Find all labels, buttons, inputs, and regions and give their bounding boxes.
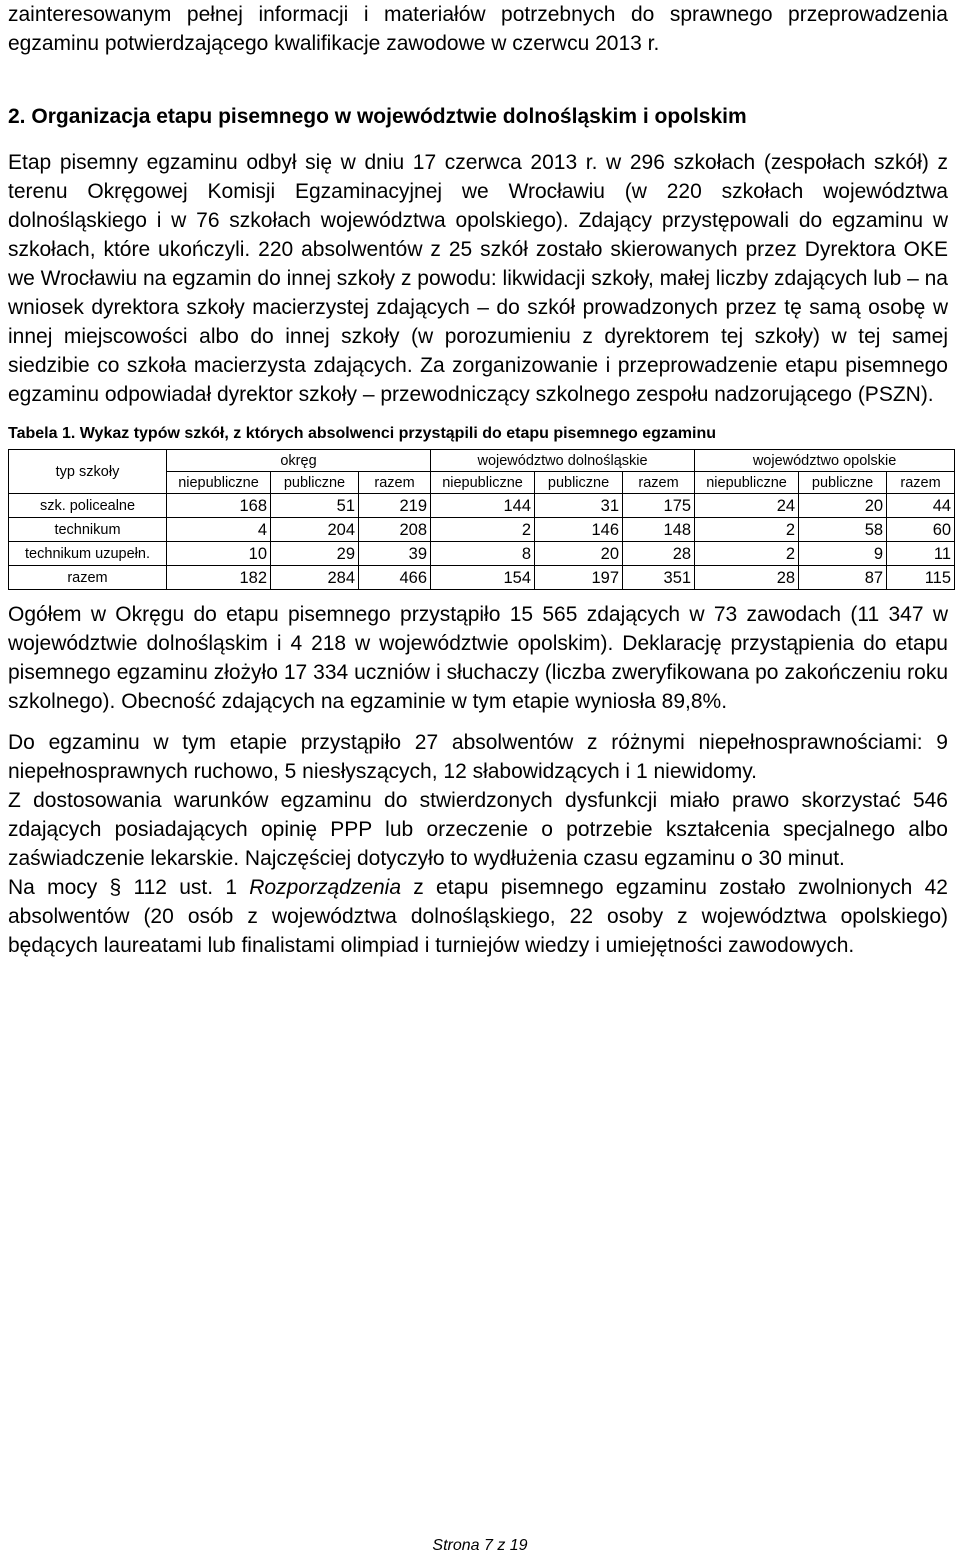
paragraph-accommodations: Z dostosowania warunków egzaminu do stwierdzonych dysfunkcji miało prawo skorzystać 546 zdających posiadających opinię PPP lub orzeczenie o potrzebie kształcenia specjalnego albo zaświadczenie lekarskie. Najczęściej dotyczyło to wydłużenia czasu egzaminu o 30 minut. bbox=[8, 789, 948, 870]
section-number: 2. bbox=[8, 105, 26, 128]
table-cell: 28 bbox=[695, 566, 799, 590]
table-row bbox=[9, 542, 955, 566]
row-label: technikum uzupełn. bbox=[9, 542, 167, 566]
table-cell: 148 bbox=[623, 518, 695, 542]
row-label: razem bbox=[9, 566, 167, 590]
table-row bbox=[9, 518, 955, 542]
table-cell: 29 bbox=[271, 542, 359, 566]
table-cell: 60 bbox=[887, 518, 955, 542]
section-title: Organizacja etapu pisemnego w województwie dolnośląskim i opolskim bbox=[31, 105, 747, 128]
table-cell: 146 bbox=[535, 518, 623, 542]
table-cell: 87 bbox=[799, 566, 887, 590]
group-header-dolnoslaskie: województwo dolnośląskie bbox=[431, 450, 695, 472]
table-cell: 175 bbox=[623, 494, 695, 518]
group-header-opolskie: województwo opolskie bbox=[695, 450, 955, 472]
table-cell: 204 bbox=[271, 518, 359, 542]
section-heading bbox=[8, 102, 948, 131]
table-cell: 39 bbox=[359, 542, 431, 566]
exemptions-text-end: z etapu pisemnego egzaminu zostało zwolnionych 42 absolwentów (20 osób z województwa dolnośląskiego, 22 osoby z województwa opolskiego) będących laureatami lub finalistami olimpiad i turniejów wiedzy i umiejętności zawodowych. bbox=[8, 876, 948, 957]
exemptions-text-start: Na mocy § 112 ust. 1 bbox=[8, 876, 250, 899]
intro-paragraph: zainteresowanym pełnej informacji i materiałów potrzebnych do sprawnego przeprowadzenia egzaminu potwierdzającego kwalifikacje zawodowe w czerwcu 2013 r. bbox=[8, 3, 948, 55]
paragraph-disabilities: Do egzaminu w tym etapie przystąpiło 27 absolwentów z różnymi niepełnosprawnościami: 9 niepełnosprawnych ruchowo, 5 niesłyszących, 12 słabowidzących i 1 niewidomy. bbox=[8, 731, 948, 783]
table-row-total bbox=[9, 566, 955, 590]
row-label: technikum bbox=[9, 518, 167, 542]
table-cell: 20 bbox=[799, 494, 887, 518]
table-cell: 31 bbox=[535, 494, 623, 518]
table-cell: 4 bbox=[167, 518, 271, 542]
table-cell: 20 bbox=[535, 542, 623, 566]
document-page bbox=[8, 0, 952, 960]
subheader-cell: publiczne bbox=[271, 472, 359, 494]
table-cell: 351 bbox=[623, 566, 695, 590]
subheader-cell: publiczne bbox=[799, 472, 887, 494]
subheader-cell: razem bbox=[887, 472, 955, 494]
row-label: szk. policealne bbox=[9, 494, 167, 518]
table-cell: 466 bbox=[359, 566, 431, 590]
table-cell: 11 bbox=[887, 542, 955, 566]
table-row bbox=[9, 494, 955, 518]
subheader-cell: razem bbox=[359, 472, 431, 494]
table-cell: 24 bbox=[695, 494, 799, 518]
regulation-reference: Rozporządzenia bbox=[249, 876, 402, 899]
table-cell: 168 bbox=[167, 494, 271, 518]
table-cell: 58 bbox=[799, 518, 887, 542]
table-cell: 2 bbox=[695, 518, 799, 542]
subheader-cell: niepubliczne bbox=[695, 472, 799, 494]
table-cell: 2 bbox=[695, 542, 799, 566]
table-header-row bbox=[9, 450, 955, 472]
subheader-cell: publiczne bbox=[535, 472, 623, 494]
table-cell: 44 bbox=[887, 494, 955, 518]
table-corner-header: typ szkoły bbox=[9, 450, 167, 494]
subheader-cell: razem bbox=[623, 472, 695, 494]
school-types-table bbox=[8, 449, 955, 590]
table-cell: 182 bbox=[167, 566, 271, 590]
subheader-cell: niepubliczne bbox=[431, 472, 535, 494]
table-cell: 8 bbox=[431, 542, 535, 566]
table-cell: 197 bbox=[535, 566, 623, 590]
paragraph-totals: Ogółem w Okręgu do etapu pisemnego przystąpiło 15 565 zdających w 73 zawodach (11 347 w województwie dolnośląskim i 4 218 w województwie opolskim). Deklarację przystąpienia do etapu pisemnego egzaminu złożyło 17 334 uczniów i słuchaczy (liczba zweryfikowana po zakończeniu roku szkolnego). Obecność zdających na egzaminie w tym etapie wyniosła 89,8%. bbox=[8, 603, 948, 713]
table-cell: 9 bbox=[799, 542, 887, 566]
table-cell: 10 bbox=[167, 542, 271, 566]
table-cell: 28 bbox=[623, 542, 695, 566]
subheader-cell: niepubliczne bbox=[167, 472, 271, 494]
table-caption: Tabela 1. Wykaz typów szkół, z których absolwenci przystąpili do etapu pisemnego egzaminu bbox=[8, 425, 717, 442]
paragraph-exemptions bbox=[8, 873, 948, 960]
table-cell: 144 bbox=[431, 494, 535, 518]
page-footer: Strona 7 z 19 bbox=[432, 1537, 528, 1554]
group-header-okreg: okręg bbox=[167, 450, 431, 472]
table-cell: 219 bbox=[359, 494, 431, 518]
table-cell: 284 bbox=[271, 566, 359, 590]
table-cell: 51 bbox=[271, 494, 359, 518]
table-cell: 115 bbox=[887, 566, 955, 590]
paragraph-organization: Etap pisemny egzaminu odbył się w dniu 17 czerwca 2013 r. w 296 szkołach (zespołach szkół) z terenu Okręgowej Komisji Egzaminacyjnej we Wrocławiu (w 220 szkołach województwa dolnośląskiego i w 76 szkołach województwa opolskiego). Zdający przystępowali do egzaminu w szkołach, które ukończyli. 220 absolwentów z 25 szkół zostało skierowanych przez Dyrektora OKE we Wrocławiu na egzamin do innej szkoły z powodu: likwidacji szkoły, małej liczby zdających lub – na wniosek dyrektora szkoły macierzystej zdających – do szkół prowadzonych przez tę samą osobę w innej miejscowości albo do innej szkoły (w porozumieniu z dyrektorem tej szkoły) w tej samej siedzibie co szkoła macierzysta zdających. Za zorganizowanie i przeprowadzenie etapu pisemnego egzaminu odpowiadał dyrektor szkoły – przewodniczący szkolnego zespołu nadzorującego (PSZN). bbox=[8, 151, 948, 406]
table-cell: 154 bbox=[431, 566, 535, 590]
table-cell: 2 bbox=[431, 518, 535, 542]
table-cell: 208 bbox=[359, 518, 431, 542]
